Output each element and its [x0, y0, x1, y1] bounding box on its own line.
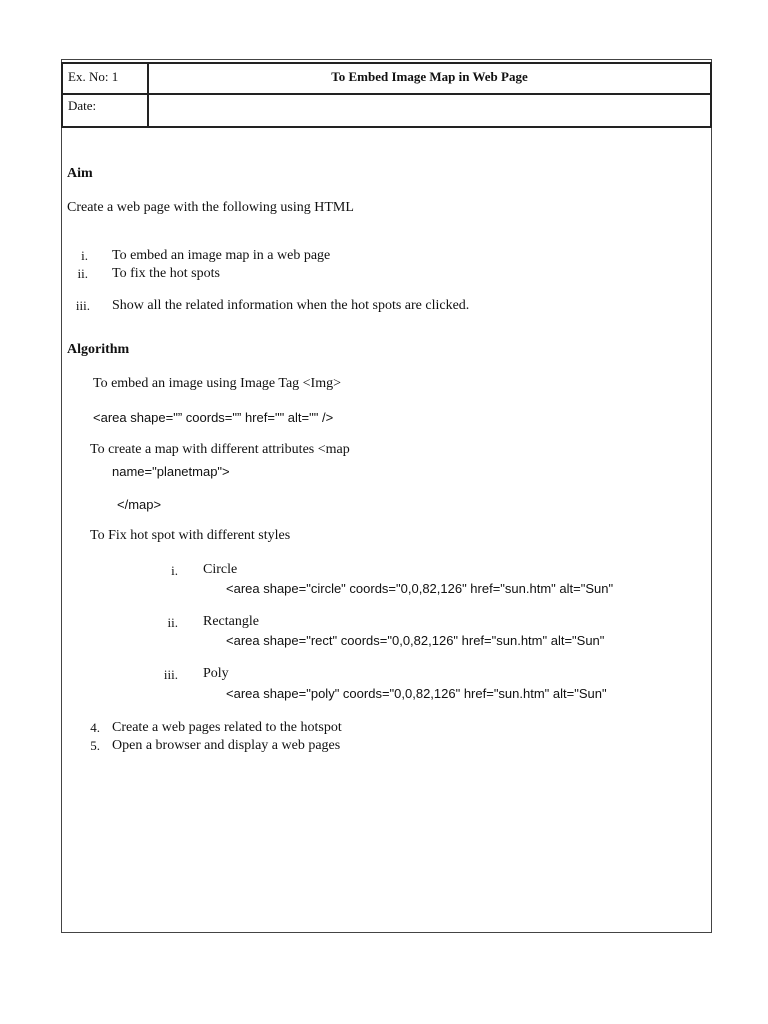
date-value [148, 94, 711, 127]
step-number: 4. [90, 720, 100, 735]
algorithm-line-map: To create a map with different attributes <map [90, 442, 350, 457]
style-code: <area shape="circle" coords="0,0,82,126" href="sun.htm" alt="Sun" [226, 581, 614, 596]
algorithm-line-map-name: name="planetmap"> [112, 464, 230, 479]
algorithm-line-img: To embed an image using Image Tag <Img> [93, 376, 342, 391]
step-text: Open a browser and display a web pages [112, 738, 341, 753]
style-name: Circle [203, 562, 238, 577]
style-number: i. [171, 563, 178, 578]
style-name: Poly [203, 666, 229, 681]
exercise-number: Ex. No: 1 [62, 63, 148, 94]
aim-item-text: To embed an image map in a web page [112, 248, 331, 263]
aim-heading: Aim [67, 166, 93, 181]
aim-intro: Create a web page with the following using HTML [67, 200, 354, 215]
algorithm-heading: Algorithm [67, 342, 130, 357]
aim-item-number: i. [81, 248, 88, 263]
style-code: <area shape="rect" coords="0,0,82,126" href="sun.htm" alt="Sun" [226, 633, 605, 648]
aim-item-number: iii. [75, 298, 90, 313]
style-name: Rectangle [203, 614, 259, 629]
style-number: iii. [163, 667, 178, 682]
aim-item-number: ii. [77, 266, 88, 281]
algorithm-line-hotspot: To Fix hot spot with different styles [90, 528, 291, 543]
algorithm-line-map-close: </map> [117, 497, 162, 512]
style-code: <area shape="poly" coords="0,0,82,126" href="sun.htm" alt="Sun" [226, 686, 607, 701]
step-number: 5. [90, 738, 100, 753]
page-border [61, 59, 712, 933]
date-label: Date: [62, 94, 148, 127]
step-text: Create a web pages related to the hotspot [112, 720, 342, 735]
header-table [61, 62, 712, 128]
aim-item-text: To fix the hot spots [112, 266, 220, 281]
document-title: To Embed Image Map in Web Page [148, 63, 711, 94]
aim-item-text: Show all the related information when the hot spots are clicked. [112, 298, 470, 313]
algorithm-line-area: <area shape="” coords="” href="" alt="" /> [93, 410, 334, 425]
style-number: ii. [167, 615, 178, 630]
